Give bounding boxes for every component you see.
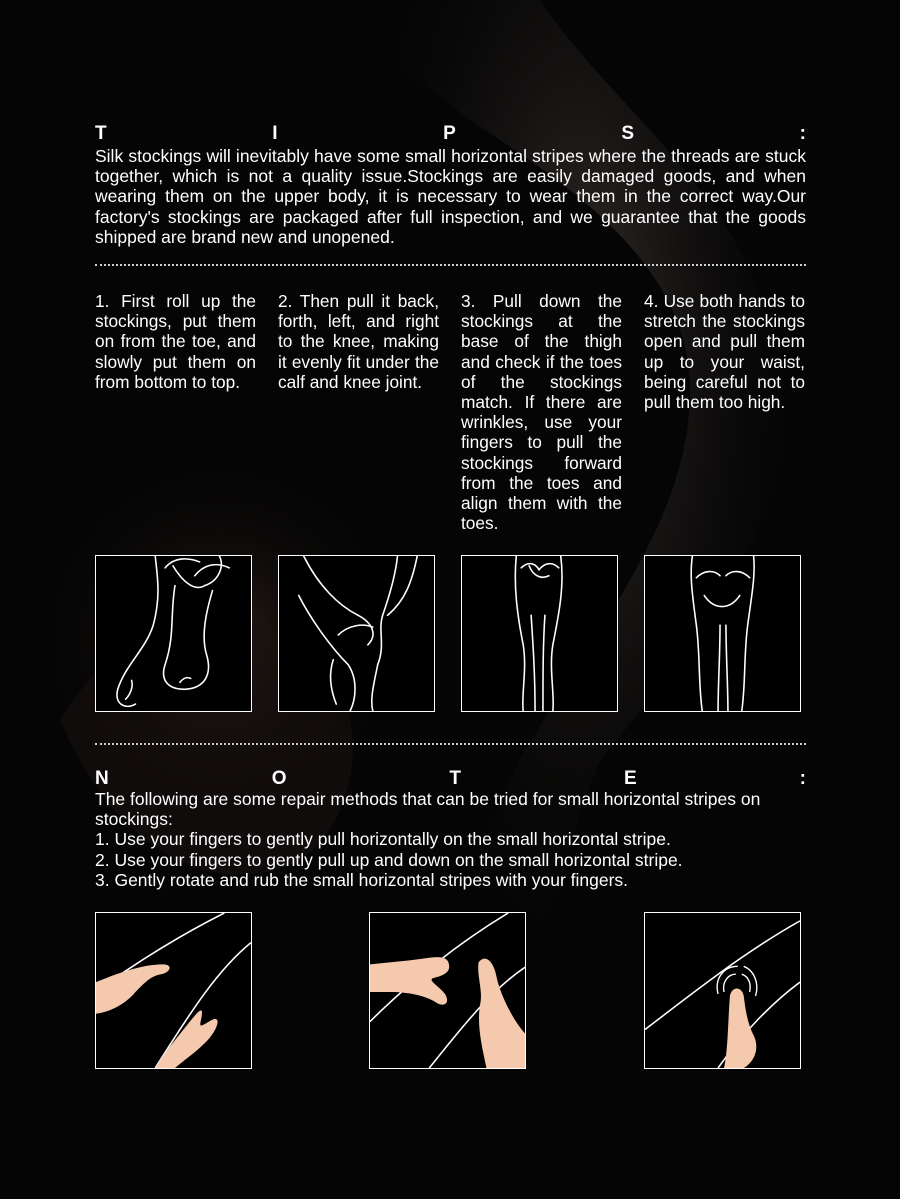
tips-heading-letter: T [95,123,107,144]
note-text [95,789,806,890]
waist-pull-icon [644,555,801,712]
step-2-text: 2. Then pull it back, forth, left, and right to the knee, making it evenly fit under the calf and knee joint. [278,291,439,392]
tips-heading-letter: : [799,123,806,144]
step-4-text: 4. Use both hands to stretch the stockings open and pull them up to your waist, being careful not to pull them too high. [644,291,805,413]
note-heading-letter: : [799,768,806,789]
tips-heading-letter: I [272,123,278,144]
note-heading-letter: T [449,768,462,789]
vertical-pull-icon [369,912,526,1069]
note-item: 1. Use your fingers to gently pull horizontally on the small horizontal stripe. [95,829,671,850]
divider [95,264,806,266]
step-1-text: 1. First roll up the stockings, put them on from the toe, and slowly put them on from bottom to top. [95,291,256,392]
tips-heading-letter: S [621,123,635,144]
note-heading-letter: O [271,768,287,789]
toe-roll-icon [95,555,252,712]
note-intro: The following are some repair methods that can be tried for small horizontal stripes on stockings: [95,789,761,830]
note-heading [95,769,806,789]
note-item: 3. Gently rotate and rub the small horizontal stripes with your fingers. [95,869,629,890]
divider [95,743,806,745]
step-3-text: 3. Pull down the stockings at the base of the thigh and check if the toes of the stockings match. If there are wrinkles, use your fingers to pull the stockings forward from the toes and align them with the toes. [461,291,622,534]
horizontal-pull-icon [95,912,252,1069]
rotate-rub-icon [644,912,801,1069]
tips-text: Silk stockings will inevitably have some small horizontal stripes where the threads are stuck together, which is not a quality issue.Stockings are easily damaged goods, and when wearing them on the upper body, it is necessary to wear them in the correct way.Our factory's stockings are packaged after full inspection, and we guarantee that the goods shipped are brand new and unopened. [95,146,806,247]
steps-row [95,291,806,541]
knee-pull-icon [278,555,435,712]
note-heading-letter: N [95,768,109,789]
note-heading-letter: E [623,768,637,789]
tips-heading-letter: P [443,123,456,144]
tips-heading [95,124,806,144]
thigh-pull-icon [461,555,618,712]
note-item: 2. Use your fingers to gently pull up and down on the small horizontal stripe. [95,849,683,870]
